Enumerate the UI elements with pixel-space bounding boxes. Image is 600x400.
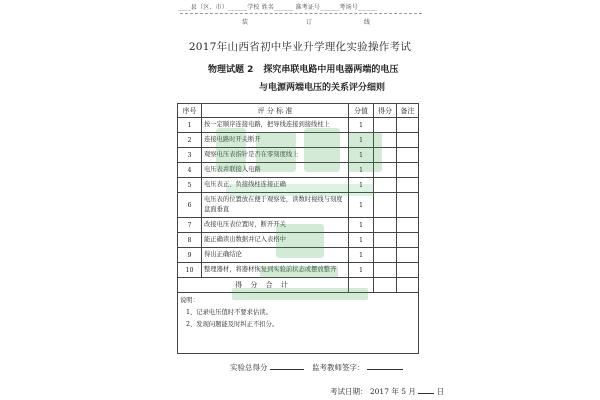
row-score-cell[interactable] [374, 163, 397, 178]
row-remark-cell[interactable] [397, 218, 419, 233]
proctor-signature-blank[interactable] [367, 361, 403, 370]
notes-title: 说明： [180, 297, 199, 304]
row-number: 8 [178, 233, 202, 248]
row-remark-cell[interactable] [397, 133, 419, 148]
row-points: 1 [349, 193, 374, 218]
table-row [178, 263, 419, 278]
date-label: 考试日期： [330, 387, 368, 396]
row-points: 1 [349, 133, 374, 148]
row-score-cell[interactable] [374, 193, 397, 218]
row-score-cell[interactable] [374, 263, 397, 278]
table-row [178, 248, 419, 263]
row-remark-cell[interactable] [397, 193, 419, 218]
total-points-cell [349, 278, 374, 293]
row-remark-cell[interactable] [397, 263, 419, 278]
total-score-blank[interactable] [270, 361, 304, 370]
scoring-table [177, 103, 419, 354]
header-fields: ____县（区、市）______学校 姓名______ 准考证号______考场号______ [178, 4, 378, 11]
row-score-cell[interactable] [374, 218, 397, 233]
proctor-label: 监考教师签字 [312, 363, 357, 372]
total-score-field[interactable] [230, 361, 304, 373]
row-number: 9 [178, 248, 202, 263]
total-row [178, 278, 419, 293]
row-remark-cell[interactable] [397, 178, 419, 193]
row-number: 6 [178, 193, 202, 218]
row-number: 2 [178, 133, 202, 148]
row-criterion: 整理器材，将器材恢复到实验前状态或摆放整齐 [202, 263, 349, 278]
row-criterion: 改接电压表位置时，断开开关 [202, 218, 349, 233]
question-number: 物理试题 2 [208, 65, 254, 75]
row-score-cell[interactable] [374, 133, 397, 148]
exam-date [330, 385, 444, 397]
date-year: 2017 年 [369, 387, 399, 396]
col-header-number: 序号 [178, 104, 202, 118]
row-criterion: 电压表的位置放在便于观察处，读数时视线与刻度盘面垂直 [202, 193, 349, 218]
row-number: 1 [178, 118, 202, 133]
subtitle-line-1 [208, 62, 398, 75]
table-row [178, 148, 419, 163]
row-score-cell[interactable] [374, 118, 397, 133]
table-row [178, 193, 419, 218]
row-points: 1 [349, 263, 374, 278]
row-number: 10 [178, 263, 202, 278]
row-criterion: 按一定顺序连接电路，把导线连接到接线柱上 [202, 118, 349, 133]
note-item: 1、记录电压值时不要求估读。 [186, 309, 272, 316]
seal-char-1: 装 [242, 19, 249, 26]
notes-cell [178, 293, 419, 354]
row-number: 4 [178, 163, 202, 178]
seal-char-3: 线 [364, 19, 371, 26]
table-row [178, 163, 419, 178]
row-number: 5 [178, 178, 202, 193]
row-remark-cell[interactable] [397, 248, 419, 263]
row-score-cell[interactable] [374, 233, 397, 248]
row-criterion: 得出正确结论 [202, 248, 349, 263]
subtitle-text-1: 探究串联电路中用电器两端的电压 [263, 65, 399, 75]
note-item: 2、发现问题能及时纠正不扣分。 [186, 321, 279, 328]
row-points: 1 [349, 233, 374, 248]
row-number: 3 [178, 148, 202, 163]
col-header-criteria: 评 分 标 准 [202, 104, 349, 118]
notes-row [178, 293, 419, 354]
row-score-cell[interactable] [374, 248, 397, 263]
row-remark-cell[interactable] [397, 163, 419, 178]
table-row [178, 218, 419, 233]
col-header-remarks: 备注 [397, 104, 419, 118]
table-header-row [178, 104, 419, 118]
table-row [178, 133, 419, 148]
row-points: 1 [349, 148, 374, 163]
total-score-label: 实验总得分 [230, 363, 268, 372]
row-number: 7 [178, 218, 202, 233]
row-points: 1 [349, 178, 374, 193]
row-score-cell[interactable] [374, 178, 397, 193]
row-criterion: 连接电路时开关断开 [202, 133, 349, 148]
proctor-signature-field[interactable]: 监考教师签字： [312, 361, 403, 373]
row-points: 1 [349, 248, 374, 263]
col-header-points: 分值 [349, 104, 374, 118]
total-label: 得 分 合 计 [178, 278, 349, 293]
row-points: 1 [349, 218, 374, 233]
total-remark-cell[interactable] [397, 278, 419, 293]
col-header-score: 得分 [374, 104, 397, 118]
row-score-cell[interactable] [374, 148, 397, 163]
date-day-blank[interactable] [418, 385, 434, 394]
subtitle-line-2: 与电源两端电压的关系评分细则 [259, 83, 386, 93]
row-remark-cell[interactable] [397, 148, 419, 163]
row-remark-cell[interactable] [397, 118, 419, 133]
row-points: 1 [349, 163, 374, 178]
seal-char-2: 订 [306, 19, 313, 26]
row-criterion: 电压表并联接入电路 [202, 163, 349, 178]
row-criterion: 观察电压表指针是否在零刻度线上 [202, 148, 349, 163]
table-row [178, 233, 419, 248]
total-score-cell[interactable] [374, 278, 397, 293]
table-row [178, 118, 419, 133]
row-remark-cell[interactable] [397, 233, 419, 248]
table-row [178, 178, 419, 193]
row-criterion: 电压表正、负接线柱连接正确 [202, 178, 349, 193]
page-title: 2017年山西省初中毕业升学理化实验操作考试 [188, 41, 412, 53]
row-criterion: 能正确读出数据并记入表格中 [202, 233, 349, 248]
row-points: 1 [349, 118, 374, 133]
date-day-suffix: 日 [436, 387, 445, 396]
binding-dashed-line [180, 13, 422, 14]
date-month: 5 月 [401, 387, 416, 396]
